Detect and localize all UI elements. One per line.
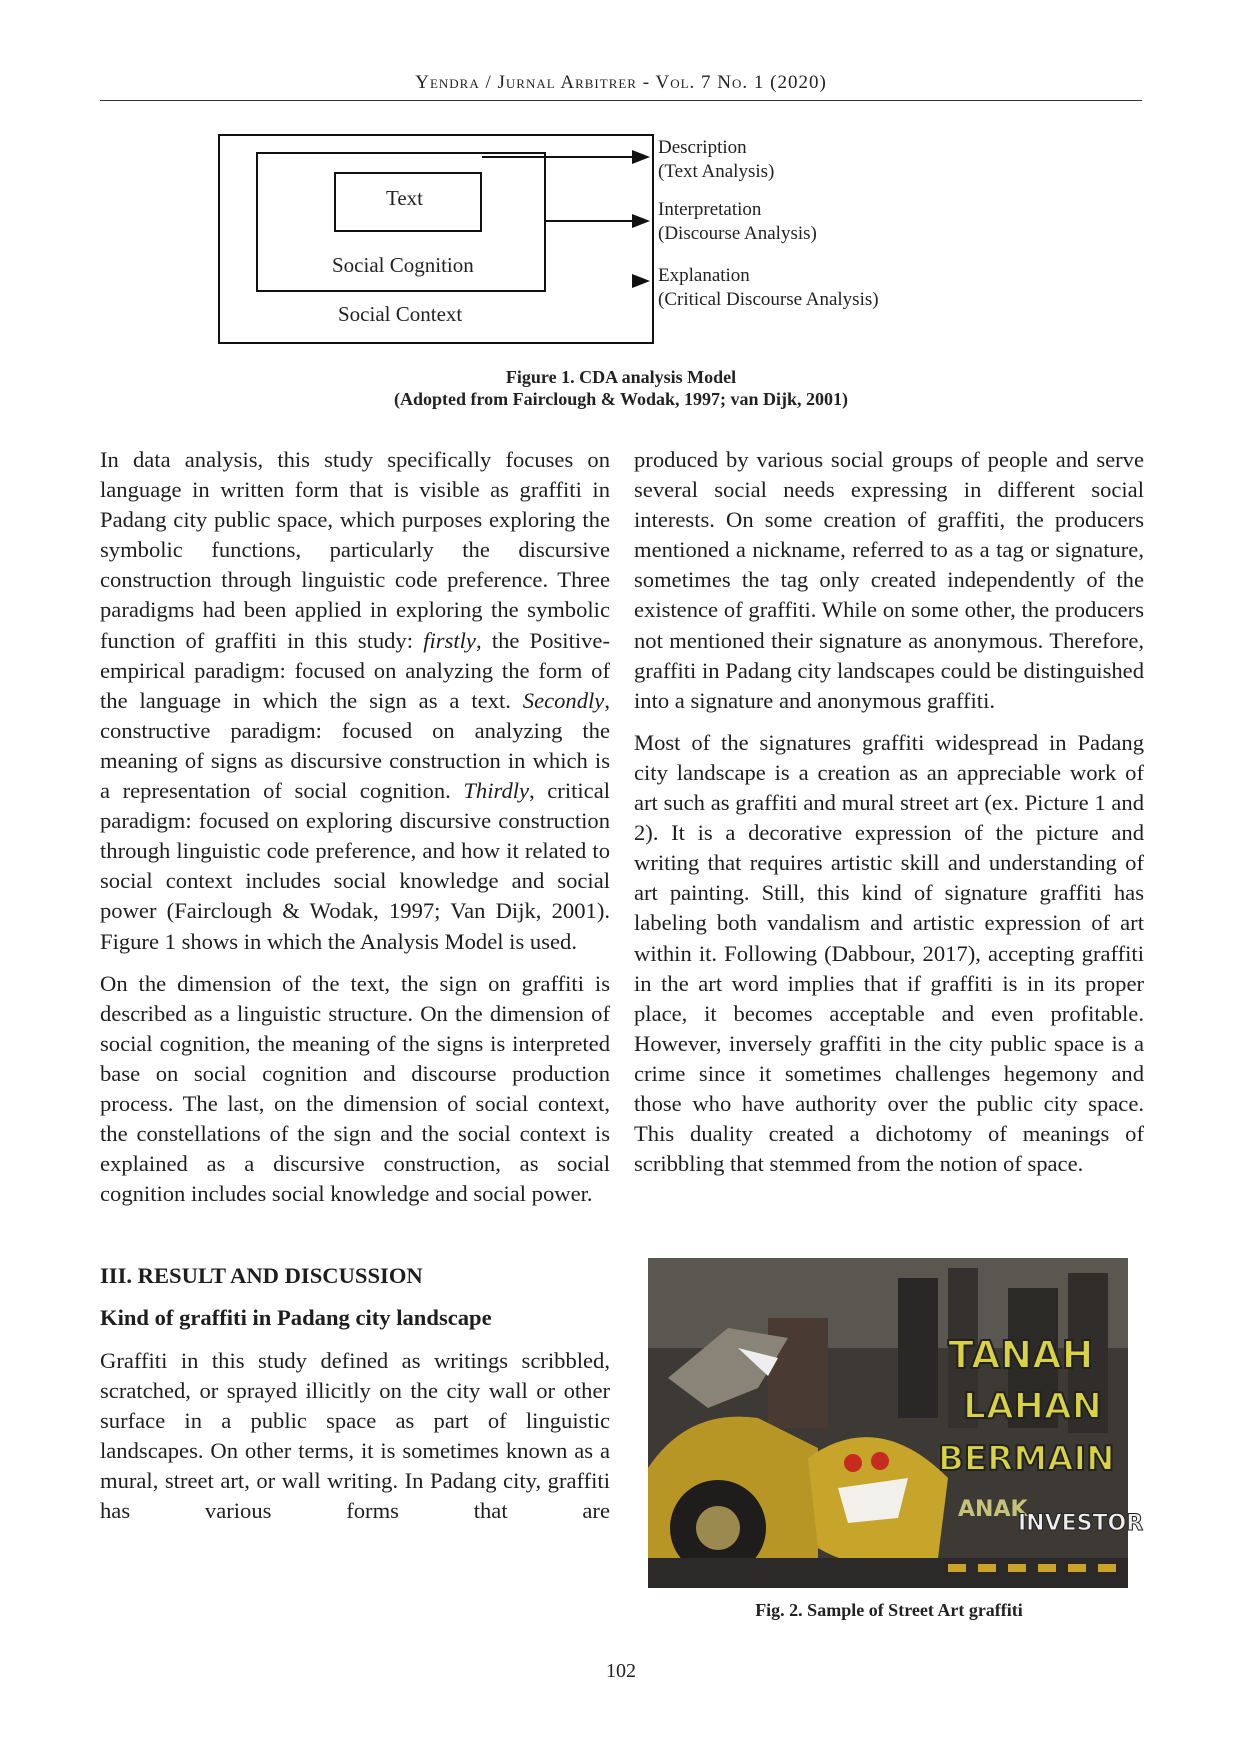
graffiti-word-4: ANAK (958, 1497, 1028, 1522)
right-paragraph-2: Most of the signatures graffiti widespread in Padang city landscape is a creation as an appreciable work of art such as graffiti and mural street art (ex. Picture 1 and 2). It is a decorative expression of the picture and writing that requires artistic skill and understanding of art painting. Still, this kind of signature graffiti has labeling both vandalism and artistic expression of art within it. Following (Dabbour, 2017), accepting graffiti in the art word implies that if graffiti is in its proper place, it becomes acceptable and even profitable. However, inversely graffiti in the city public space is a crime since it sometimes challenges hegemony and those who have authority over the public city space. This duality created a dichotomy of meanings of scribbling that stemmed from the notion of space. (634, 729, 1144, 1177)
left-p1-part-d: , critical paradigm: focused on exploring discursive construction through linguistic code preference, and how it related to social context includes social knowledge and social power (Fairclough & Wodak, 1997; Van Dijk, 2001). Figure 1 shows in which the Analysis Model is used. (100, 778, 610, 954)
left-column (100, 445, 610, 1538)
section-heading: III. RESULT AND DISCUSSION (100, 1263, 423, 1289)
subsection-heading: Kind of graffiti in Padang city landscape (100, 1305, 492, 1331)
figure2-caption: Fig. 2. Sample of Street Art graffiti (755, 1600, 1023, 1620)
arrow-description-line (482, 156, 634, 158)
output-description-sub: (Text Analysis) (658, 161, 775, 182)
left-paragraph-2: On the dimension of the text, the sign on graffiti is described as a linguistic structure. On the dimension of social cognition, the meaning of the signs is interpreted base on social cognition and discourse production process. The last, on the dimension of social context, the constellations of the sign and the social context is explained as a discursive construction, as social cognition includes social knowledge and social power. (100, 970, 610, 1207)
left-paragraph-1 (100, 445, 610, 957)
arrow-explanation-head (632, 274, 650, 288)
left-p1-part-c: , constructive paradigm: focused on analyzing the meaning of signs as discursive construction in which is a representation of social cognition. (100, 687, 610, 804)
graffiti-illustration (648, 1258, 1144, 1588)
arrow-description-head (632, 150, 650, 164)
output-description (658, 136, 774, 184)
arrow-interpretation-head (632, 214, 650, 228)
output-interpretation-title: Interpretation (658, 199, 762, 220)
graffiti-word-5: INVESTOR (1018, 1511, 1144, 1536)
street-art-graffiti-image (648, 1258, 1144, 1588)
left-paragraph-3: Graffiti in this study defined as writings scribbled, scratched, or sprayed illicitly on the city wall or other surface in a public space as part of linguistic landscapes. On other terms, it is sometimes known as a mural, street art, or wall writing. In Padang city, graffiti has various forms that are (100, 1347, 610, 1523)
social-context-label: Social Context (338, 302, 463, 326)
right-paragraph-1: produced by various social groups of people and serve several social needs expressing in different social interests. On some creation of graffiti, the producers mentioned a nickname, referred to as a tag or signature, sometimes the tag only created independently of the existence of graffiti. While on some other, the producers not mentioned their signature as anonymous. Therefore, graffiti in Padang city landscapes could be distinguished into a signature and anonymous graffiti. (634, 447, 1144, 713)
page-number: 102 (606, 1660, 636, 1682)
figure1-caption-line1: Figure 1. CDA analysis Model (505, 367, 737, 387)
left-p1-firstly: firstly (423, 627, 476, 653)
figure1-caption (100, 366, 1142, 410)
graffiti-word-3: BERMAIN (938, 1439, 1115, 1479)
graffiti-word-1: TANAH (948, 1333, 1094, 1377)
cda-model-diagram (210, 128, 1010, 358)
arrow-interpretation-line (546, 220, 634, 222)
output-description-title: Description (658, 137, 747, 158)
left-p1-thirdly: Thirdly (463, 778, 530, 804)
left-p1-part-a: In data analysis, this study specifically focuses on language in written form that is visible as graffiti in Padang city public space, which purposes exploring the symbolic functions, particularly the discursive construction through linguistic code preference. Three paradigms had been applied in exploring the symbolic function of graffiti in this study: (100, 447, 610, 653)
running-header: Yendra / Jurnal Arbitrer - Vol. 7 No. 1 (2020) (415, 72, 827, 93)
output-explanation-sub: (Critical Discourse Analysis) (658, 289, 879, 310)
left-p1-part-b: , the Positive-empirical paradigm: focused on analyzing the form of the language in which the sign as a text. (100, 627, 610, 713)
right-column (634, 445, 1144, 1191)
output-interpretation-sub: (Discourse Analysis) (658, 223, 817, 244)
social-cognition-label: Social Cognition (332, 253, 474, 277)
header-rule (100, 100, 1142, 101)
output-interpretation (658, 198, 817, 246)
output-explanation (658, 264, 879, 312)
left-p1-secondly: Secondly (522, 687, 605, 713)
output-explanation-title: Explanation (658, 265, 750, 286)
text-label: Text (386, 186, 424, 210)
figure1-caption-line2: (Adopted from Fairclough & Wodak, 1997; van Dijk, 2001) (393, 389, 849, 409)
graffiti-word-2: LAHAN (963, 1386, 1102, 1427)
